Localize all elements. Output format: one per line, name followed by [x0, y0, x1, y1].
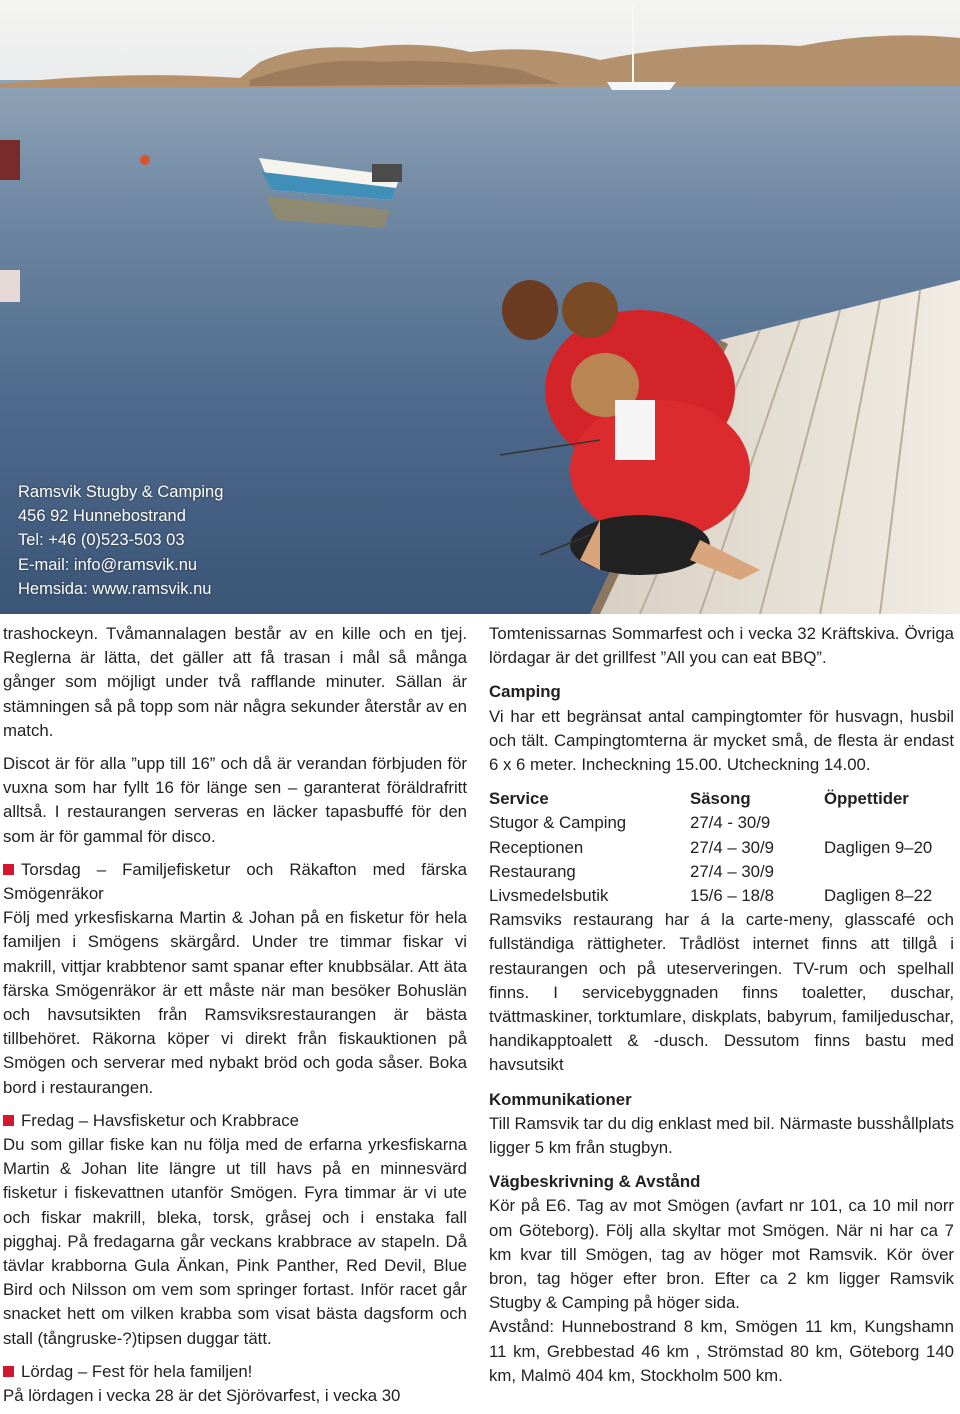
right-column	[489, 622, 954, 1388]
table-cell: Receptionen	[489, 837, 584, 857]
red-square-bullet-icon	[3, 864, 14, 875]
table-cell	[824, 811, 954, 835]
service-paragraph: Ramsviks restaurang har á la carte-meny, glasscafé och fullständiga rättigheter. Trådlöst internet finns att tillgå i restaurangen och på uteserveringen. TV-rum och spelhall finns. I servicebyggnaden finns toaletter, duschar, tvättmaskiner, torktumlare, diskplats, babyrum, familjeduschar, handikapptoalett & -dusch. Dessutom finns bastu med havsutsikt	[489, 910, 954, 1075]
disco-paragraph: Discot är för alla ”upp till 16” och då är verandan förbjuden för vuxna som har fyllt 16 för länge sen – garanterat föräldrafritt alltså. I restaurangen serveras en läcker tapasbuffé för den som är för gammal för disco.	[3, 754, 467, 846]
table-cell: Dagligen 8–22	[824, 886, 933, 906]
red-square-bullet-icon	[3, 1115, 14, 1126]
contact-email: E-mail: info@ramsvik.nu	[18, 555, 198, 574]
table-cell: Stugor & Camping	[489, 813, 627, 833]
kommunikationer-paragraph: Till Ramsvik tar du dig enklast med bil. Närmaste busshållplats ligger 5 km från stugbyn.	[489, 1113, 954, 1158]
contact-website: Hemsida: www.ramsvik.nu	[18, 579, 212, 598]
table-cell: Restaurang	[489, 861, 576, 881]
kommunikationer-heading: Kommunikationer	[489, 1089, 632, 1109]
left-column	[3, 622, 467, 1408]
contact-name: Ramsvik Stugby & Camping	[18, 483, 224, 501]
camping-heading: Camping	[489, 682, 561, 702]
table-cell: Dagligen 9–20	[824, 837, 933, 857]
table-header-service: Service	[489, 789, 549, 809]
contact-address: 456 92 Hunnebostrand	[18, 507, 186, 526]
table-header-season: Säsong	[690, 789, 751, 809]
table-cell: 27/4 - 30/9	[690, 813, 771, 833]
distance-paragraph: Avstånd: Hunnebostrand 8 km, Smögen 11 km, Kungshamn 11 km, Grebbestad 46 km , Strömstad 80 km, Göteborg 140 km, Malmö 404 km, Stockholm 500 km.	[489, 1317, 954, 1385]
friday-heading: Fredag – Havsfisketur och Krabbrace	[3, 1109, 467, 1133]
table-cell: 15/6 – 18/8	[690, 886, 774, 906]
intro-paragraph: Tomtenissarnas Sommarfest och i vecka 32 Kräftskiva. Övriga lördagar är det grillfest ”All you can eat BBQ”.	[489, 624, 954, 668]
red-square-bullet-icon	[3, 1366, 14, 1377]
table-header-hours: Öppettider	[824, 789, 909, 809]
table-row	[489, 884, 954, 908]
table-cell	[824, 860, 954, 884]
friday-paragraph: Du som gillar fiske kan nu följa med de erfarna yrkesfiskarna Martin & Johan lite längre ut till havs på en minnesvärd fisketur i fiskevattnen utanför Smögen. Fyra timmar är vi ute och fiskar makrill, bleka, torsk, gråsej och i enstaka fall pigghaj. På fredagarna går veckans krabbrace av stapeln. Då tävlar krabborna Gula Änkan, Pink Panther, Red Devil, Blue Bird och Nilsson om vem som springer fortast. Inför racet går snacket hett om vilken krabba som visat bästa dagsform och stall (tångruske-?)tipsen duggar tätt.	[3, 1135, 467, 1348]
vagbeskrivning-paragraph: Kör på E6. Tag av mot Smögen (avfart nr 101, ca 10 mil norr om Göteborg). Följ alla skyltar mot Smögen. När ni har ca 7 km kvar till Smögen, tag av höger mot Ramsvik. Kör över bron, tag höger efter bron. Efter ca 2 km ligger Ramsvik Stugby & Camping på höger sida.	[489, 1196, 954, 1313]
table-cell: 27/4 – 30/9	[690, 861, 774, 881]
contact-phone: Tel: +46 (0)523-503 03	[18, 531, 185, 550]
contact-info	[18, 480, 223, 601]
saturday-paragraph: På lördagen i vecka 28 är det Sjörövarfest, i vecka 30	[3, 1386, 401, 1406]
trashockey-paragraph: trashockeyn. Tvåmannalagen består av en kille och en tjej. Reglerna är lätta, det gäller att få trasan i mål så många gånger som möjligt under två rafflande minuter. Sällan är stämningen så på topp som när några sekunder återstår av en match.	[3, 624, 467, 740]
thursday-paragraph: Följ med yrkesfiskarna Martin & Johan på en fisketur för hela familjen i Smögens skärgård. Under tre timmar fiskar vi makrill, vittjar krabbtenor samt spanar efter knubbsälar. Att äta färska Smögenräkor är ett måste när man besöker Bohuslän och havsutsikten från Ramsviksrestaurangen är bästa tillbehöret. Räkorna köper vi direkt från fiskauktionen på Smögen och serverar med nybakt bröd och goda såser. Boka bord i restaurangen.	[3, 908, 467, 1097]
table-cell: 27/4 – 30/9	[690, 837, 774, 857]
camping-paragraph: Vi har ett begränsat antal campingtomter för husvagn, husbil och tält. Campingtomterna är mycket små, de flesta är endast 6 x 6 meter. Incheckning 15.00. Utcheckning 14.00.	[489, 706, 954, 775]
table-row	[489, 860, 954, 884]
saturday-heading: Lördag – Fest för hela familjen!	[3, 1360, 467, 1384]
table-cell: Livsmedelsbutik	[489, 886, 609, 906]
table-row	[489, 811, 954, 835]
service-table	[489, 787, 954, 908]
table-header-row	[489, 787, 954, 811]
vagbeskrivning-heading: Vägbeskrivning & Avstånd	[489, 1172, 701, 1192]
table-row	[489, 836, 954, 860]
thursday-heading: Torsdag – Familjefisketur och Räkafton med färska Smögenräkor	[3, 859, 467, 904]
